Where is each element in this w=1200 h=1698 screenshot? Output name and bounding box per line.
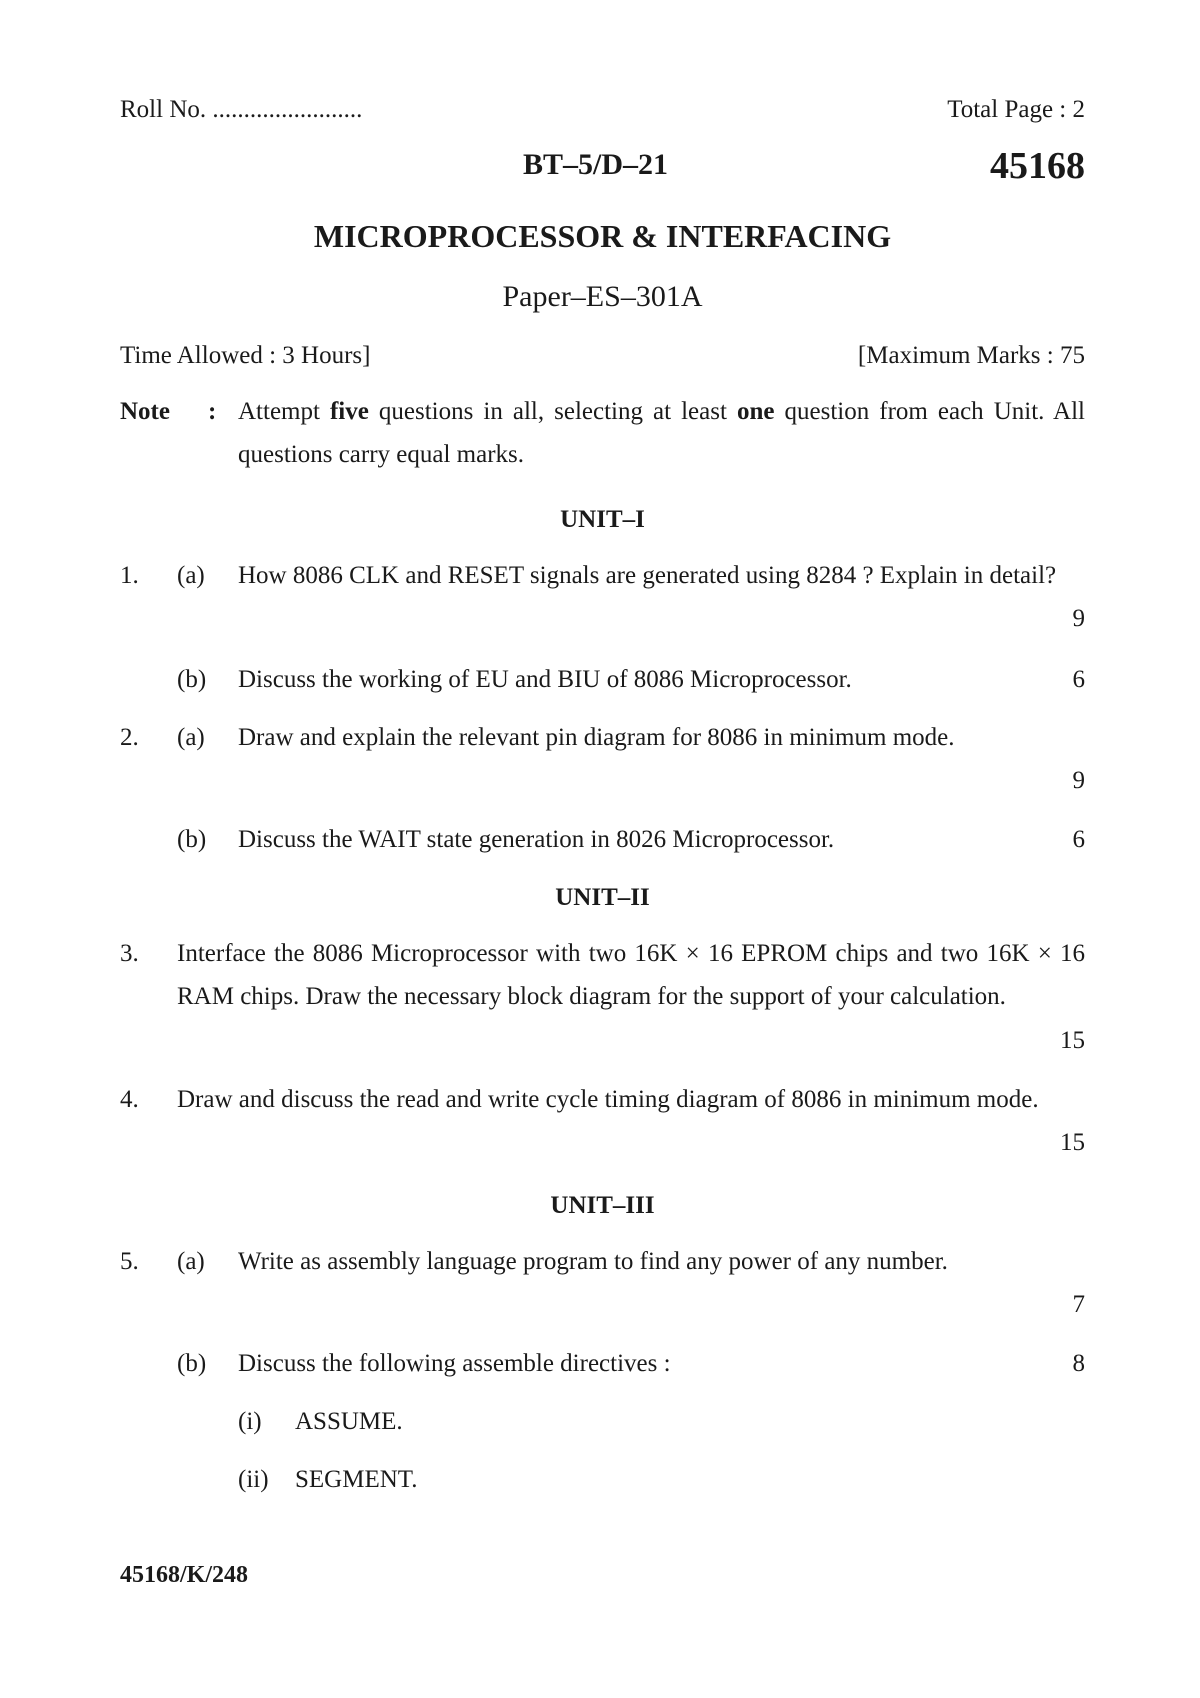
question-text: Discuss the working of EU and BIU of 8086 Microprocessor.: [238, 666, 852, 693]
paper-number: 45168: [990, 145, 1085, 187]
paper-code: BT–5/D–21: [523, 148, 669, 181]
question-number: 5.: [120, 1248, 139, 1275]
question-number: 1.: [120, 562, 139, 589]
marks: 15: [1060, 1027, 1085, 1054]
marks: 6: [1072, 826, 1085, 853]
exam-page: [120, 0, 1085, 1698]
time-allowed: Time Allowed : 3 Hours]: [120, 342, 371, 369]
sub-label: (b): [177, 1350, 207, 1377]
sub-item-label: (i): [238, 1408, 262, 1435]
question-number: 4.: [120, 1086, 139, 1113]
question-number: 2.: [120, 724, 139, 751]
sub-label: (b): [177, 666, 207, 693]
total-page: Total Page : 2: [947, 96, 1085, 123]
question-text: Draw and discuss the read and write cycle timing diagram of 8086 in minimum mode.: [177, 1086, 1039, 1113]
sub-label: (a): [177, 1248, 205, 1275]
unit-heading: UNIT–I: [560, 506, 645, 533]
sub-item-text: SEGMENT.: [295, 1466, 418, 1493]
marks: 9: [1072, 605, 1085, 632]
question-text: Write as assembly language program to find any power of any number.: [238, 1248, 948, 1275]
sub-label: (b): [177, 826, 207, 853]
sub-item-text: ASSUME.: [295, 1408, 403, 1435]
sub-label: (a): [177, 724, 205, 751]
time-marks-row: [120, 342, 1085, 370]
maximum-marks: [Maximum Marks : 75: [857, 342, 1085, 369]
question-text: How 8086 CLK and RESET signals are generated using 8284 ? Explain in detail?: [238, 562, 1057, 589]
marks: 15: [1060, 1129, 1085, 1156]
question-number: 3.: [120, 940, 139, 967]
marks: 9: [1072, 767, 1085, 794]
paper-title: MICROPROCESSOR & INTERFACING: [313, 218, 892, 254]
roll-number: Roll No. ........................: [120, 96, 363, 123]
header-top-row: [120, 96, 1085, 124]
paper-id: Paper–ES–301A: [502, 280, 703, 313]
sub-label: (a): [177, 562, 205, 589]
footer-code: 45168/K/248: [120, 1562, 249, 1588]
question-text: Draw and explain the relevant pin diagram for 8086 in minimum mode.: [238, 724, 955, 751]
question-text: Discuss the WAIT state generation in 8026 Microprocessor.: [238, 826, 835, 853]
marks: 6: [1072, 666, 1085, 693]
question-text: Discuss the following assemble directives :: [238, 1350, 671, 1377]
marks: 7: [1072, 1291, 1085, 1318]
unit-heading: UNIT–III: [550, 1192, 655, 1219]
question-text: Interface the 8086 Microprocessor with two 16K × 16 EPROM chips and two 16K × 16 RAM chips. Draw the necessary block diagram for the support of your calculation.: [177, 940, 1085, 1010]
note-text: Attempt five questions in all, selecting at least one question from each Unit. All questions carry equal marks.: [238, 398, 1085, 468]
unit-heading: UNIT–II: [555, 884, 650, 911]
sub-item-label: (ii): [238, 1466, 269, 1493]
header-code-row: [120, 146, 1085, 192]
note-label: Note: [120, 398, 170, 425]
note-colon: :: [208, 398, 217, 425]
marks: 8: [1072, 1350, 1085, 1377]
